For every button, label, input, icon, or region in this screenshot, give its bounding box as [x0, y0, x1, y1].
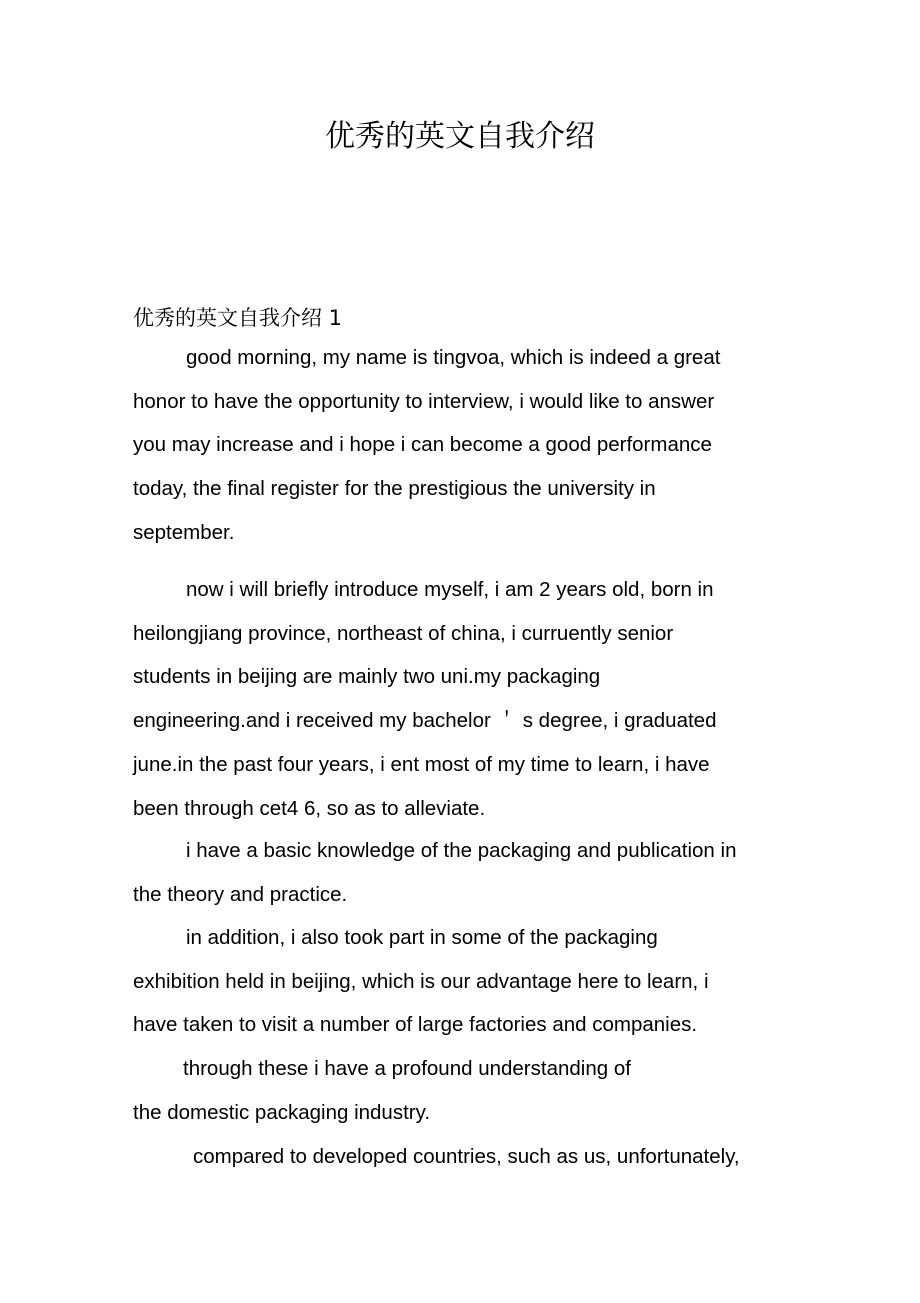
paragraph-line: heilongjiang province, northeast of china, i curruently senior — [133, 621, 674, 645]
paragraph-line: honor to have the opportunity to interview, i would like to answer — [133, 389, 715, 413]
paragraph-line: i have a basic knowledge of the packaging and publication in — [186, 839, 737, 862]
paragraph-line: september. — [133, 520, 235, 544]
paragraph-line: today, the final register for the prestigious the university in — [133, 477, 656, 501]
paragraph-1 — [133, 336, 793, 555]
paragraph-line: you may increase and i hope i can become a good performance — [133, 433, 712, 457]
document-title: 优秀的英文自我介绍 — [325, 119, 595, 154]
paragraph-line: the domestic packaging industry. — [133, 1100, 431, 1124]
section-heading: 优秀的英文自我介绍 1 — [133, 306, 343, 330]
paragraph-5 — [133, 1047, 793, 1134]
paragraph-4 — [133, 916, 793, 1047]
paragraph-3 — [133, 829, 793, 916]
paragraph-line: through these i have a profound understanding of — [183, 1057, 631, 1080]
paragraph-2 — [133, 568, 793, 830]
paragraph-line: in addition, i also took part in some of the packaging — [186, 926, 658, 949]
paragraph-line: exhibition held in beijing, which is our advantage here to learn, i — [133, 969, 709, 993]
paragraph-line: have taken to visit a number of large factories and companies. — [133, 1013, 698, 1037]
paragraph-line: students in beijing are mainly two uni.my packaging — [133, 665, 601, 689]
paragraph-line: june.in the past four years, i ent most of my time to learn, i have — [133, 752, 710, 776]
paragraph-line: been through cet4 6, so as to alleviate. — [133, 796, 486, 820]
paragraph-line: compared to developed countries, such as us, unfortunately, — [193, 1145, 740, 1168]
paragraph-6 — [133, 1135, 793, 1179]
paragraph-line: engineering.and i received my bachelor ＇ s degree, i graduated — [133, 709, 717, 733]
paragraph-line: now i will briefly introduce myself, i am 2 years old, born in — [186, 578, 714, 601]
paragraph-line: good morning, my name is tingvoa, which is indeed a great — [186, 346, 721, 369]
paragraph-line: the theory and practice. — [133, 882, 348, 906]
